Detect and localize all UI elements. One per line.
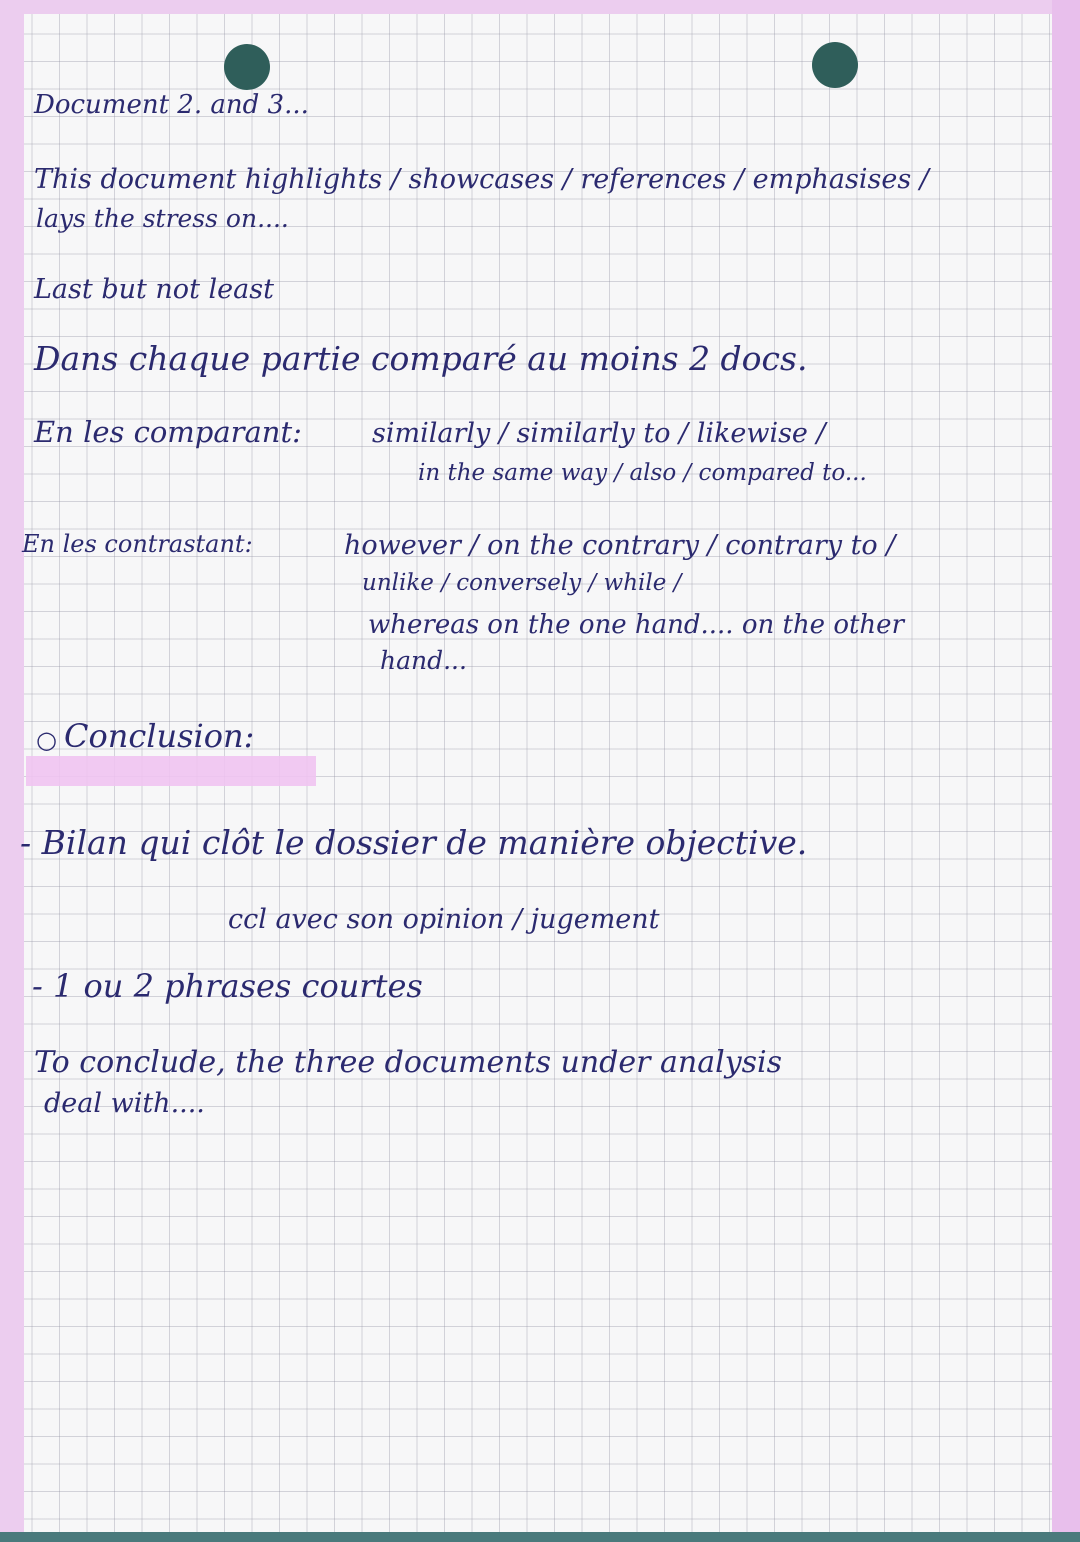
punch-hole-right [812, 42, 858, 88]
page-edge-bottom [0, 1532, 1080, 1542]
bullet-circle-icon: ○ [36, 726, 57, 754]
punch-hole-left [224, 44, 270, 90]
line-phrases-courtes: - 1 ou 2 phrases courtes [32, 967, 423, 1005]
contrastant-words-4: hand... [380, 646, 467, 675]
contrastant-words-3: whereas on the one hand.... on the other [368, 610, 904, 640]
label-contrastant: En les contrastant: [22, 530, 253, 558]
comparant-words-2: in the same way / also / compared to... [418, 460, 867, 486]
page-margin-top [0, 0, 1080, 14]
heading-document: Document 2. and 3... [34, 90, 309, 120]
page-margin-left [0, 0, 24, 1542]
comparant-words-1: similarly / similarly to / likewise / [372, 418, 826, 449]
conclusion-title: Conclusion: [64, 717, 255, 755]
line-last-but-not-least: Last but not least [34, 274, 274, 305]
line-highlights: This document highlights / showcases / references / emphasises / [34, 164, 929, 195]
line-deal-with: deal with.... [44, 1088, 205, 1119]
page-margin-right [1052, 0, 1080, 1542]
line-stress: lays the stress on.... [36, 204, 289, 233]
conclusion-highlight [26, 756, 316, 786]
label-comparant: En les comparant: [34, 415, 302, 449]
line-bilan: - Bilan qui clôt le dossier de manière objective. [20, 823, 808, 862]
line-to-conclude: To conclude, the three documents under analysis [34, 1045, 783, 1080]
contrastant-words-2: unlike / conversely / while / [362, 570, 682, 596]
line-dans-chaque: Dans chaque partie comparé au moins 2 docs. [34, 339, 808, 378]
line-ccl-opinion: ccl avec son opinion / jugement [228, 904, 660, 935]
contrastant-words-1: however / on the contrary / contrary to / [344, 530, 896, 561]
